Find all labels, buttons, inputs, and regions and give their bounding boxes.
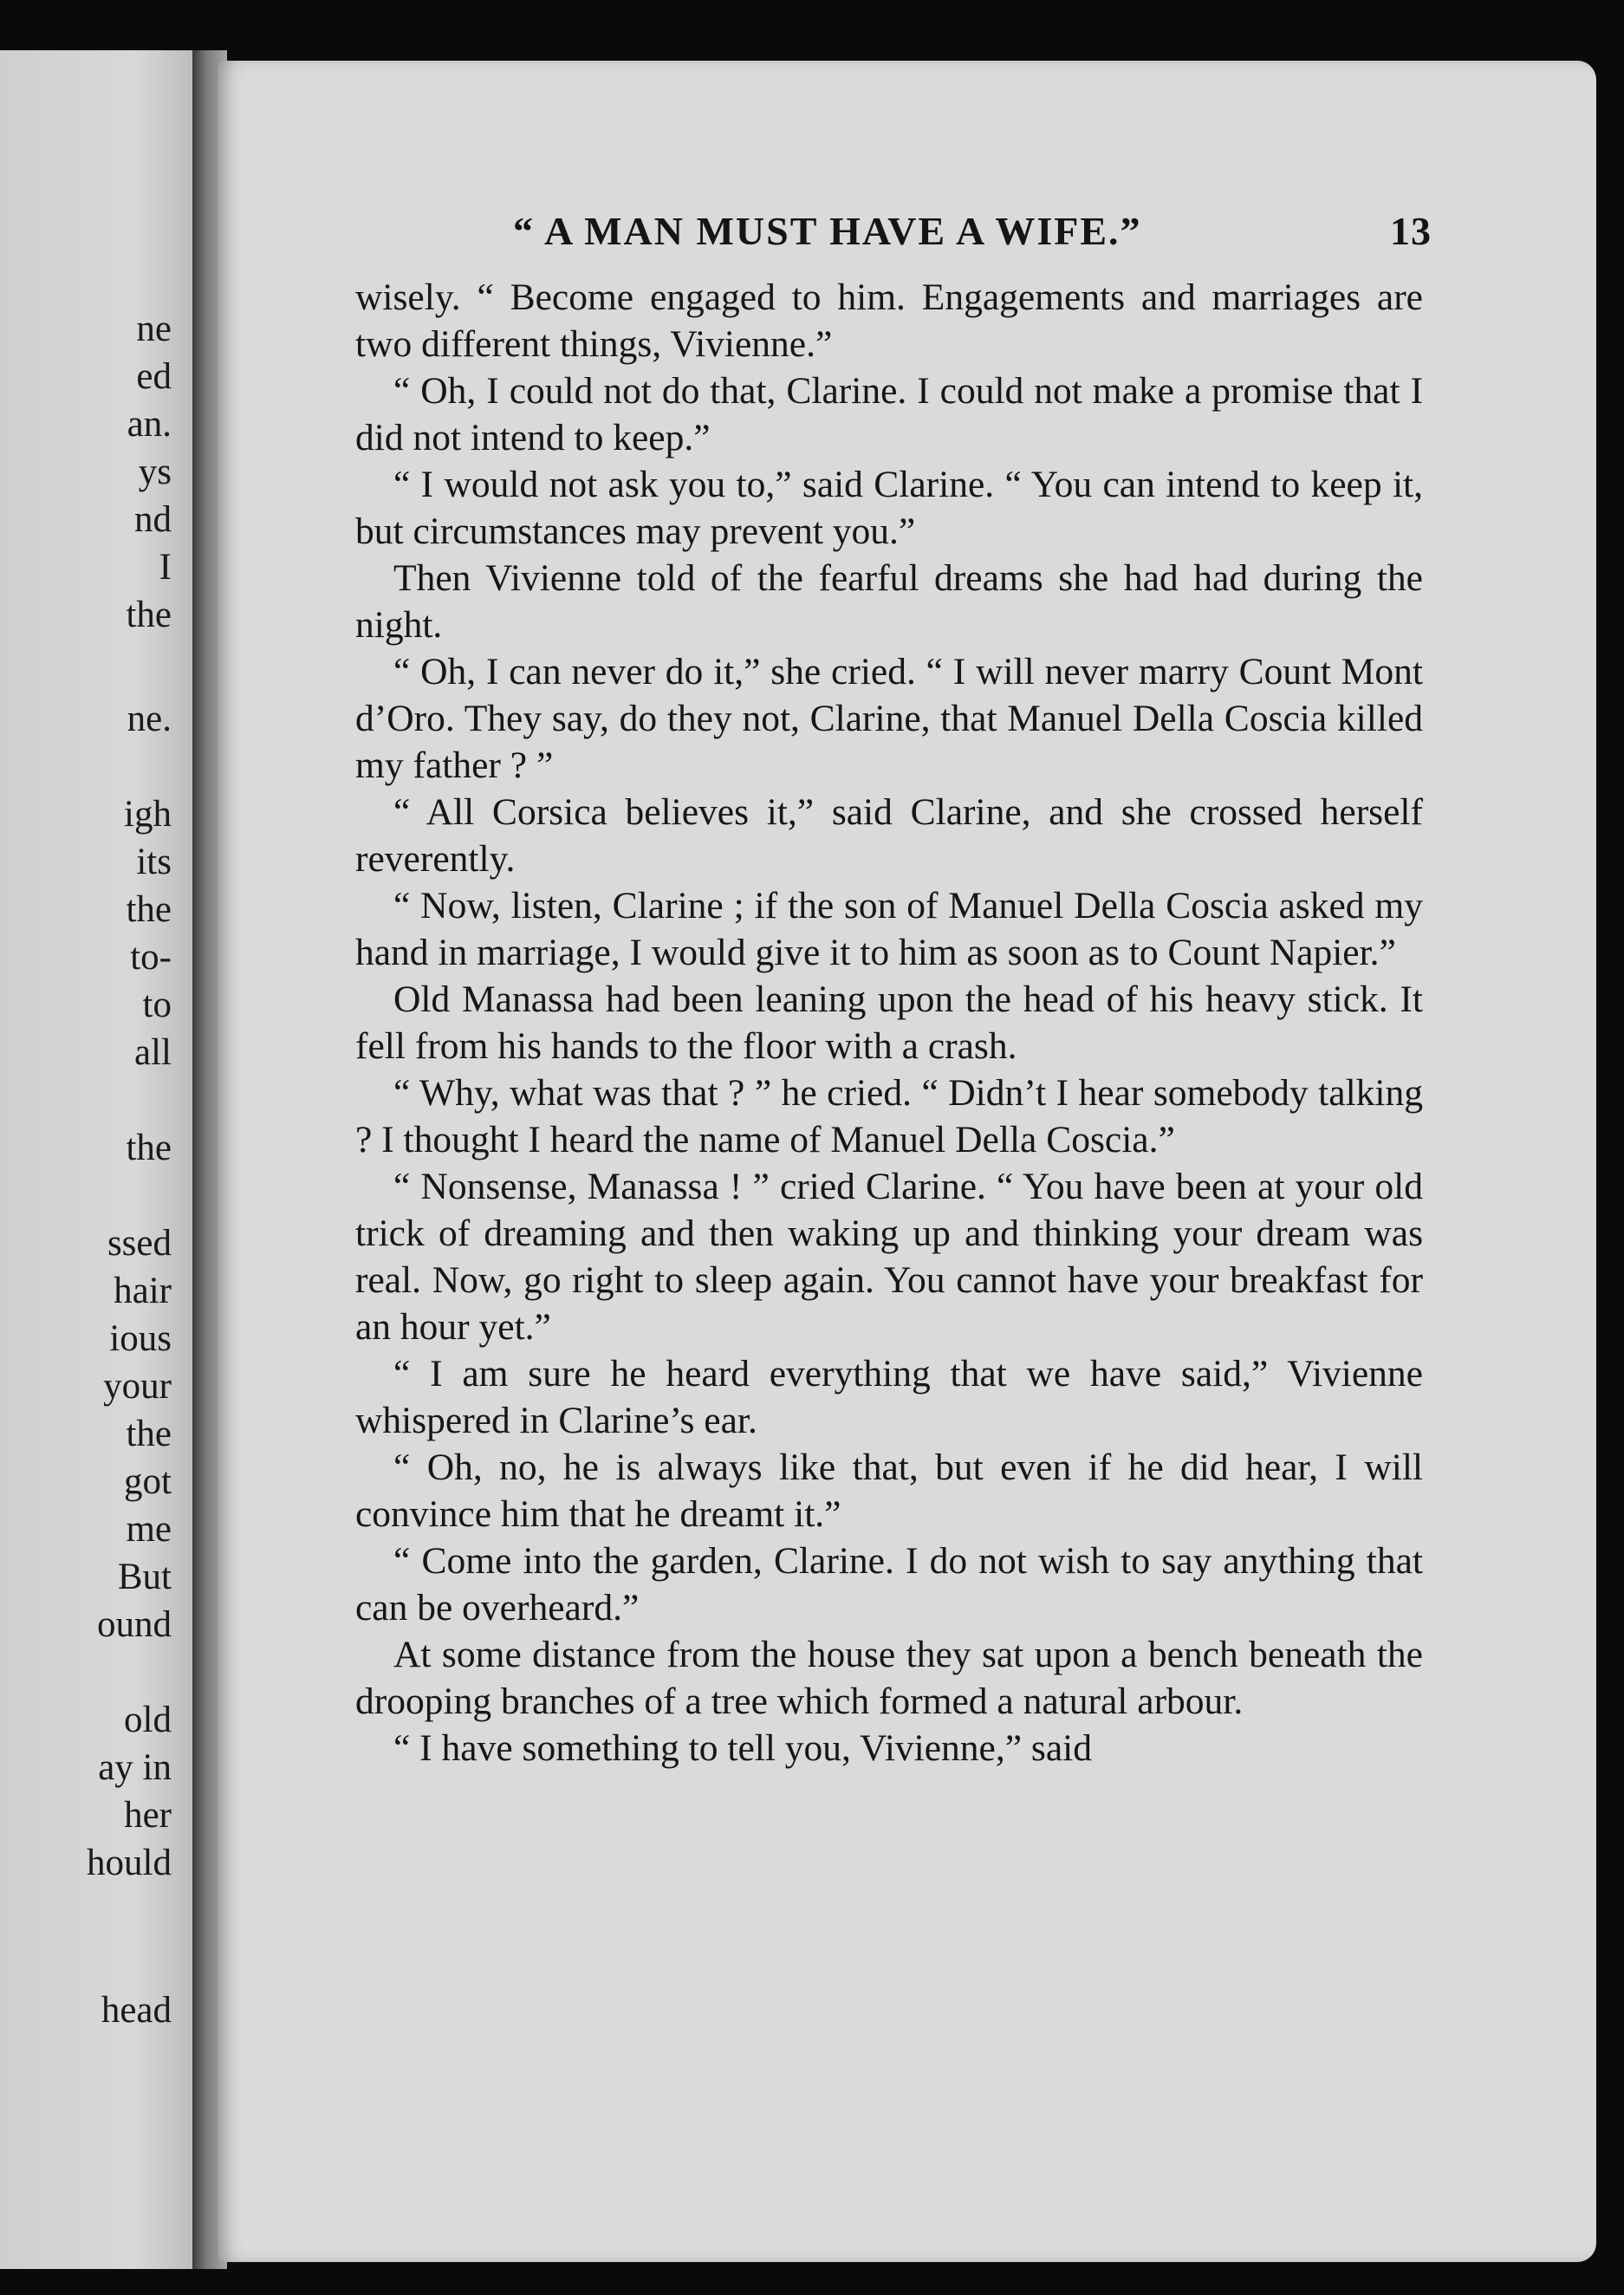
previous-page-fragment: ys [138,452,172,492]
previous-page-fragment: me [126,1509,172,1550]
previous-page-fragment: But [117,1557,172,1597]
previous-page-fragment: hould [87,1843,172,1883]
previous-page-fragment: ed [136,356,172,397]
previous-page-fragment: an. [127,404,172,445]
page-number: 13 [1390,209,1432,253]
previous-page-fragment: the [126,1414,172,1454]
paragraph: “ I am sure he heard everything that we have said,” Vivienne whispered in Clarine’s ear. [355,1353,1423,1441]
previous-page-fragment: got [124,1461,172,1502]
paragraph: “ I have something to tell you, Vivienne,” said [393,1727,1092,1769]
previous-page-fragment: ne [136,309,172,349]
paragraph: “ All Corsica believes it,” said Clarine, and she crossed herself reverently. [355,791,1423,880]
paragraph: “ Now, listen, Clarine ; if the son of Manuel Della Coscia asked my hand in marriage, I would give it to him as soon as to Count Napier.” [355,885,1423,973]
previous-page-fragment: your [103,1366,172,1407]
paragraph: wisely. “ Become engaged to him. Engagements and marriages are two different things, Vivienne.” [355,276,1423,365]
paragraph: Then Vivienne told of the fearful dreams she had had during the night. [355,557,1423,646]
paragraph: “ Oh, I could not do that, Clarine. I could not make a promise that I did not intend to keep.” [355,370,1423,458]
previous-page-fragment: her [124,1795,172,1836]
previous-page-fragment: I [159,547,172,588]
previous-page-fragment: the [126,1128,172,1168]
paragraph: “ Why, what was that ? ” he cried. “ Didn’t I hear somebody talking ? I thought I heard the name of Manuel Della Coscia.” [355,1072,1423,1161]
previous-page-fragment: ssed [107,1223,172,1264]
paragraph: “ I would not ask you to,” said Clarine. “ You can intend to keep it, but circumstances may prevent you.” [355,464,1423,552]
previous-page-fragment: old [124,1700,172,1740]
previous-page-fragment: nd [134,499,172,540]
previous-page-fragment: ay in [98,1747,172,1788]
previous-page-fragment: ne. [127,699,172,739]
previous-page-fragment: to [142,985,172,1025]
previous-page-fragment: the [126,889,172,930]
previous-page-fragment: the [126,595,172,635]
previous-page-fragment: igh [124,794,172,835]
page-body [355,274,1423,1772]
paragraph: “ Oh, no, he is always like that, but even if he did hear, I will convince him that he dreamt it.” [355,1447,1423,1535]
previous-page-fragment: all [134,1032,172,1073]
paragraph: “ Oh, I can never do it,” she cried. “ I will never marry Count Mont d’Oro. They say, do they not, Clarine, that Manuel Della Coscia killed my father ? ” [355,651,1423,786]
previous-page-fragment: ound [97,1604,172,1645]
paragraph: “ Come into the garden, Clarine. I do not wish to say anything that can be overheard.” [355,1540,1423,1629]
previous-page-fragment: ious [109,1318,172,1359]
previous-page-fragment: its [136,842,172,882]
previous-page-fragment: hair [114,1271,172,1311]
chapter-title: “ A MAN MUST HAVE A WIFE.” [513,209,1142,253]
paragraph: “ Nonsense, Manassa ! ” cried Clarine. “ You have been at your old trick of dreaming and then waking up and thinking your dream was real. Now, go right to sleep again. You cannot have your breakfast for an hour yet.” [355,1166,1423,1348]
previous-page-fragment: to- [130,937,172,978]
previous-page-fragment: head [101,1990,172,2031]
running-header [513,208,1432,254]
previous-page [0,50,192,2269]
paragraph: At some distance from the house they sat upon a bench beneath the drooping branches of a tree which formed a natural arbour. [355,1634,1423,1722]
paragraph: Old Manassa had been leaning upon the head of his heavy stick. It fell from his hands to the floor with a crash. [355,978,1423,1067]
